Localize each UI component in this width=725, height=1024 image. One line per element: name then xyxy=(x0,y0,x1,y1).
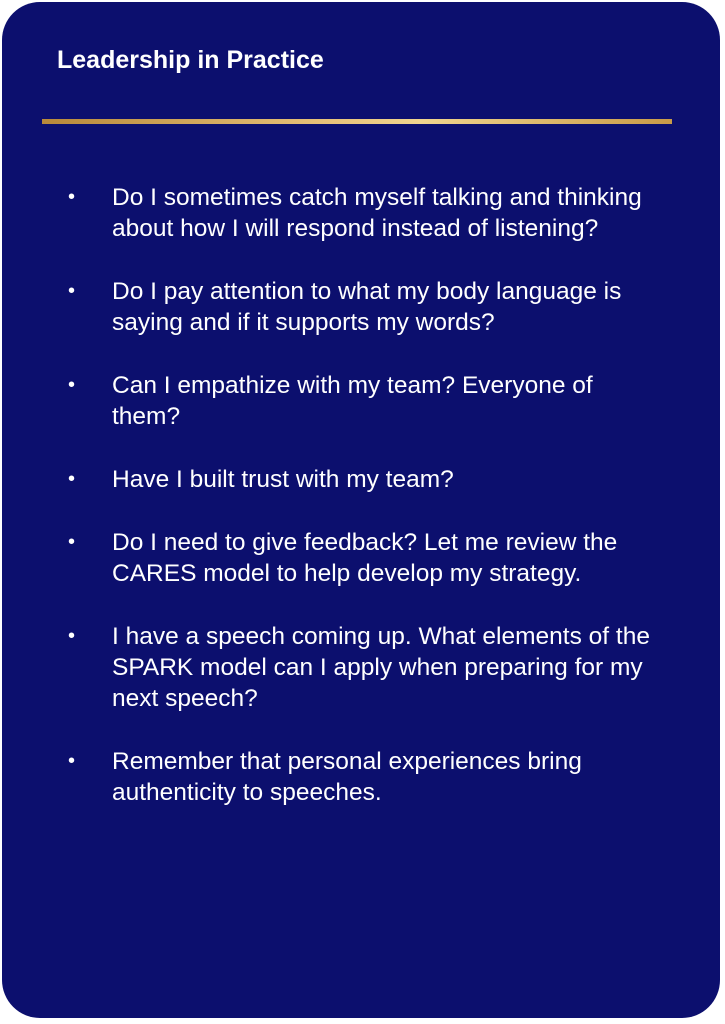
list-item xyxy=(2,182,720,244)
list-item xyxy=(2,746,720,808)
bullet-icon: • xyxy=(68,468,76,490)
reflection-list xyxy=(2,182,720,840)
list-item-text: Do I need to give feedback? Let me review the CARES model to help develop my strategy. xyxy=(112,529,618,587)
list-item xyxy=(2,370,720,432)
bullet-icon: • xyxy=(68,750,76,772)
list-item-text: Remember that personal experiences bring authenticity to speeches. xyxy=(112,748,582,806)
card-title: Leadership in Practice xyxy=(57,46,324,74)
bullet-icon: • xyxy=(68,374,76,396)
bullet-icon: • xyxy=(68,280,76,302)
list-item-text: Do I pay attention to what my body language is saying and if it supports my words? xyxy=(112,278,622,336)
list-item-text: Do I sometimes catch myself talking and thinking about how I will respond instead of listening? xyxy=(112,184,642,242)
list-item xyxy=(2,464,720,495)
bullet-icon: • xyxy=(68,625,76,647)
leadership-card xyxy=(2,2,720,1018)
bullet-icon: • xyxy=(68,186,76,208)
gold-divider xyxy=(42,119,672,124)
list-item xyxy=(2,276,720,338)
list-item xyxy=(2,621,720,714)
list-item-text: I have a speech coming up. What elements of the SPARK model can I apply when preparing for my next speech? xyxy=(112,623,650,712)
list-item-text: Can I empathize with my team? Everyone of them? xyxy=(112,372,593,430)
list-item-text: Have I built trust with my team? xyxy=(112,466,454,493)
list-item xyxy=(2,527,720,589)
bullet-icon: • xyxy=(68,531,76,553)
